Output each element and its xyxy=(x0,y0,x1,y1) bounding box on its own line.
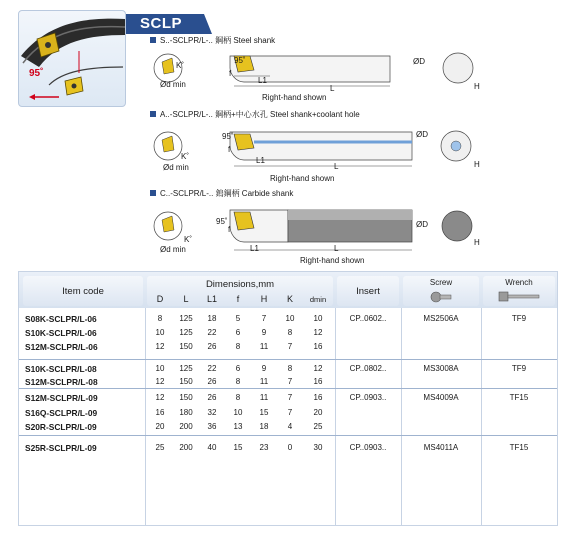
section-1-k: K˚ xyxy=(176,61,184,70)
section-2-dcap: ØD xyxy=(416,130,428,139)
item-code: S08K-SCLPR/L-06 xyxy=(25,314,97,324)
wrench: TF15 xyxy=(509,443,529,452)
header-item-code: Item code xyxy=(62,286,104,297)
screw-icon xyxy=(430,290,452,304)
dim-d: 25 xyxy=(155,443,165,452)
table-row xyxy=(19,420,557,434)
section-3-f: f xyxy=(228,225,231,234)
header-dimensions: Dimensions,mm xyxy=(205,279,275,290)
section-3-k: K˚ xyxy=(184,235,192,244)
table-row xyxy=(19,406,557,420)
dim-l1: 26 xyxy=(207,393,217,402)
section-3-h: H xyxy=(474,238,480,247)
section-3-title: C..-SCLPR/L-.. 鎢鋼柄 Carbide shank xyxy=(150,189,293,199)
screw: MS2506A xyxy=(423,314,459,323)
dim-d: 12 xyxy=(155,377,165,386)
table-row xyxy=(19,441,557,455)
section-2-caption: Right-hand shown xyxy=(270,174,335,183)
dim-d: 12 xyxy=(155,342,165,351)
dim-h: 7 xyxy=(261,314,267,323)
header-screw: Screw xyxy=(429,278,453,287)
table-row xyxy=(19,312,557,326)
section-1-title: S..-SCLPR/L-.. 鋼柄 Steel shank xyxy=(150,36,275,46)
dim-f: 8 xyxy=(235,393,241,402)
dim-l: 125 xyxy=(179,328,193,337)
dim-h: 11 xyxy=(259,377,269,386)
dim-l: 150 xyxy=(179,393,193,402)
dim-h: 15 xyxy=(259,408,269,417)
dim-f: 10 xyxy=(233,408,243,417)
dim-l: 150 xyxy=(179,342,193,351)
section-1-angle: 95˚ xyxy=(234,56,246,65)
section-3-l1: L1 xyxy=(250,244,259,253)
section-1-l1: L1 xyxy=(258,76,267,85)
dim-f: 5 xyxy=(235,314,241,323)
dim-dmin: 20 xyxy=(313,408,323,417)
dim-d: 20 xyxy=(155,422,165,431)
dim-h: 23 xyxy=(259,443,269,452)
section-1-h: H xyxy=(474,82,480,91)
dim-l: 200 xyxy=(179,443,193,452)
section-2-drawing xyxy=(150,120,480,172)
dim-f: 6 xyxy=(235,364,241,373)
dim-dmin: 12 xyxy=(313,364,323,373)
dim-k: 7 xyxy=(287,342,293,351)
section-3-l: L xyxy=(334,244,339,253)
insert: CP..0802.. xyxy=(349,364,387,373)
dim-h: 11 xyxy=(259,342,269,351)
item-code: S10K-SCLPR/L-06 xyxy=(25,328,97,338)
section-1-dcap: ØD xyxy=(413,57,425,66)
group-separator xyxy=(19,435,557,436)
dim-d: 8 xyxy=(157,314,163,323)
header-col-l: L xyxy=(183,294,189,304)
dim-h: 9 xyxy=(261,364,267,373)
dim-l1: 32 xyxy=(207,408,217,417)
dim-dmin: 30 xyxy=(313,443,323,452)
wrench: TF9 xyxy=(511,314,527,323)
dim-l: 180 xyxy=(179,408,193,417)
section-2-l: L xyxy=(334,162,339,171)
section-2-angle: 95˚ xyxy=(222,132,234,141)
item-code: S12M-SCLPR/L-08 xyxy=(25,377,98,387)
dim-k: 7 xyxy=(287,393,293,402)
header-col-dmin: dmin xyxy=(309,295,327,304)
dim-dmin: 16 xyxy=(313,342,323,351)
dim-f: 8 xyxy=(235,342,241,351)
wrench: TF9 xyxy=(511,364,527,373)
boring-bar-illustration xyxy=(19,11,126,107)
header-wrench: Wrench xyxy=(505,278,533,287)
dim-l1: 22 xyxy=(207,364,217,373)
dim-k: 7 xyxy=(287,408,293,417)
angle-label: 95˚ xyxy=(29,68,44,79)
spec-table xyxy=(18,271,558,526)
item-code: S12M-SCLPR/L-06 xyxy=(25,342,98,352)
header-insert: Insert xyxy=(356,286,380,297)
dim-l1: 22 xyxy=(207,328,217,337)
section-2-h: H xyxy=(474,160,480,169)
section-3-angle: 95˚ xyxy=(216,217,228,226)
section-1-dmin: Ød min xyxy=(160,80,186,89)
dim-dmin: 16 xyxy=(313,377,323,386)
dim-l: 200 xyxy=(179,422,193,431)
dim-k: 7 xyxy=(287,377,293,386)
dim-f: 13 xyxy=(233,422,243,431)
tool-photo xyxy=(18,10,126,107)
item-code: S16Q-SCLPR/L-09 xyxy=(25,408,98,418)
insert: CP..0903.. xyxy=(349,393,387,402)
dim-f: 6 xyxy=(235,328,241,337)
section-2-k: K˚ xyxy=(181,152,189,161)
section-1-f: f xyxy=(229,69,232,78)
dim-f: 15 xyxy=(233,443,243,452)
dim-k: 4 xyxy=(287,422,293,431)
screw: MS4009A xyxy=(423,393,459,402)
section-1-drawing xyxy=(150,46,480,92)
table-row xyxy=(19,340,557,354)
dim-d: 10 xyxy=(155,364,165,373)
section-2-dmin: Ød min xyxy=(163,163,189,172)
table-row xyxy=(19,362,557,376)
header-col-l1: L1 xyxy=(206,294,217,304)
item-code: S25R-SCLPR/L-09 xyxy=(25,443,97,453)
item-code: S20R-SCLPR/L-09 xyxy=(25,422,97,432)
section-2-f: f xyxy=(228,145,231,154)
dim-dmin: 12 xyxy=(313,328,323,337)
dim-h: 18 xyxy=(259,422,269,431)
dim-l1: 26 xyxy=(207,377,217,386)
table-row xyxy=(19,375,557,389)
dim-l: 125 xyxy=(179,364,193,373)
dim-dmin: 25 xyxy=(313,422,323,431)
dim-dmin: 16 xyxy=(313,393,323,402)
dim-l1: 26 xyxy=(207,342,217,351)
section-3-caption: Right-hand shown xyxy=(300,256,365,265)
section-3-drawing xyxy=(150,198,480,254)
dim-k: 8 xyxy=(287,364,293,373)
sclp-badge: SCLP xyxy=(140,15,183,32)
dim-l: 150 xyxy=(179,377,193,386)
item-code: S10K-SCLPR/L-08 xyxy=(25,364,97,374)
wrench-icon xyxy=(497,290,541,304)
header-col-f: f xyxy=(236,294,240,304)
header-col-k: K xyxy=(286,294,293,304)
screw: MS3008A xyxy=(423,364,459,373)
dim-d: 12 xyxy=(155,393,165,402)
bullet-square-icon xyxy=(150,37,156,43)
dim-k: 8 xyxy=(287,328,293,337)
group-separator xyxy=(19,359,557,360)
header-col-h: H xyxy=(260,294,268,304)
bullet-square-icon xyxy=(150,111,156,117)
bullet-square-icon xyxy=(150,190,156,196)
dim-l1: 40 xyxy=(207,443,217,452)
dim-d: 16 xyxy=(155,408,165,417)
section-2-l1: L1 xyxy=(256,156,265,165)
table-row xyxy=(19,326,557,340)
header-col-d: D xyxy=(156,294,164,304)
item-code: S12M-SCLPR/L-09 xyxy=(25,393,98,403)
section-1-caption: Right-hand shown xyxy=(262,93,327,102)
table-row xyxy=(19,391,557,405)
dim-d: 10 xyxy=(155,328,165,337)
dim-k: 0 xyxy=(287,443,293,452)
dim-l: 125 xyxy=(179,314,193,323)
insert: CP..0903.. xyxy=(349,443,387,452)
dim-f: 8 xyxy=(235,377,241,386)
dim-h: 9 xyxy=(261,328,267,337)
dim-dmin: 10 xyxy=(313,314,323,323)
section-2-title: A..-SCLPR/L-.. 鋼柄+中心水孔 Steel shank+coolant hole xyxy=(150,110,360,120)
wrench: TF15 xyxy=(509,393,529,402)
screw: MS4011A xyxy=(423,443,459,452)
dim-l1: 18 xyxy=(207,314,217,323)
dim-h: 11 xyxy=(259,393,269,402)
dim-k: 10 xyxy=(285,314,295,323)
section-3-dcap: ØD xyxy=(416,220,428,229)
section-1-l: L xyxy=(330,84,335,93)
section-3-dmin: Ød min xyxy=(160,245,186,254)
dim-l1: 36 xyxy=(207,422,217,431)
insert: CP..0602.. xyxy=(349,314,387,323)
